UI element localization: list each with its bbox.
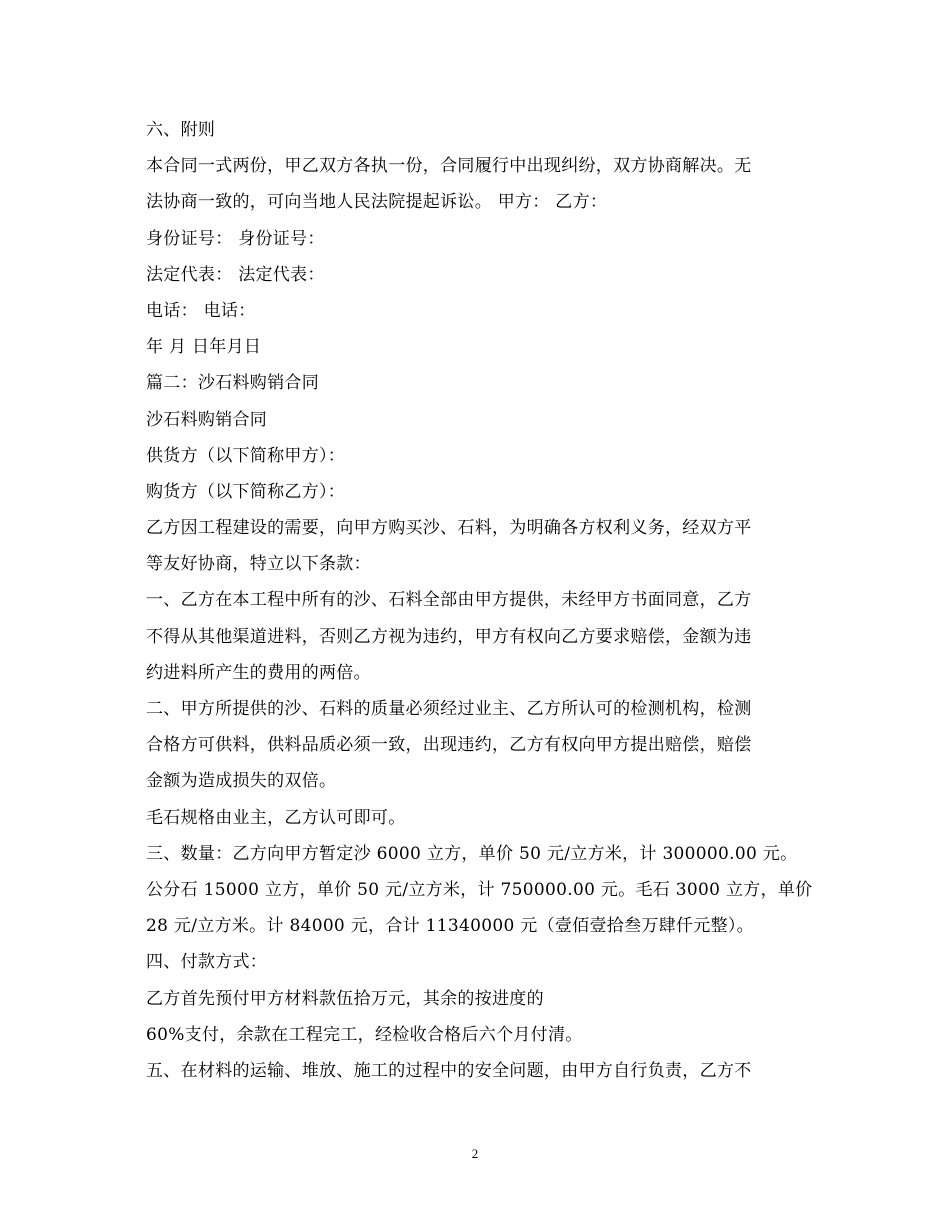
quantity-clause-line: 公分石 15000 立方，单价 50 元/立方米，计 750000.00 元。毛石 3000 立方，单价: [146, 879, 813, 900]
paragraph-line: 等友好协商，特立以下条款：: [146, 554, 371, 575]
document-body: [146, 112, 813, 1089]
clause-line: 二、甲方所提供的沙、石料的质量必须经过业主、乙方所认可的检测机构，检测: [146, 699, 752, 719]
id-number-line: 身份证号： 身份证号：: [146, 228, 325, 249]
clause-line: 合格方可供料，供料品质必须一致，出现违约，乙方有权向甲方提出赔偿，赔偿: [146, 735, 752, 756]
contract-title: 沙石料购销合同: [146, 409, 268, 430]
date-line: 年 月 日年月日: [146, 337, 262, 358]
clause-line: 约进料所产生的费用的两倍。: [146, 662, 371, 683]
chapter-heading: 篇二：沙石料购销合同: [146, 373, 319, 394]
payment-line: 60%支付，余款在工程完工，经检收合格后六个月付清。: [146, 1024, 583, 1045]
paragraph-line: 法协商一致的，可向当地人民法院提起诉讼。 甲方： 乙方：: [146, 192, 608, 213]
page-number: 2: [471, 1146, 479, 1161]
supplier-line: 供货方（以下简称甲方）：: [146, 445, 346, 466]
clause-line: 毛石规格由业主，乙方认可即可。: [146, 807, 406, 828]
legal-representative-line: 法定代表： 法定代表：: [146, 264, 325, 285]
payment-line: 乙方首先预付甲方材料款伍拾万元，其余的按进度的: [146, 988, 544, 1009]
clause-line: 不得从其他渠道进料，否则乙方视为违约，甲方有权向乙方要求赔偿，金额为违: [146, 626, 752, 647]
clause-line: 金额为造成损失的双倍。: [146, 771, 337, 792]
payment-heading: 四、付款方式：: [146, 952, 268, 973]
clause-line: 一、乙方在本工程中所有的沙、石料全部由甲方提供，未经甲方书面同意，乙方: [146, 590, 752, 611]
quantity-clause-line: 三、数量：乙方向甲方暂定沙 6000 立方，单价 50 元/立方米，计 300000.00 元。: [146, 843, 798, 864]
quantity-clause-line: 28 元/立方米。计 84000 元，合计 11340000 元（壹佰壹拾叁万肆仟元整）。: [146, 916, 754, 937]
phone-line: 电话： 电话：: [146, 300, 256, 321]
clause-line: 五、在材料的运输、堆放、施工的过程中的安全问题，由甲方自行负责，乙方不: [146, 1060, 752, 1081]
buyer-line: 购货方（以下简称乙方）：: [146, 481, 346, 502]
paragraph-line: 本合同一式两份，甲乙双方各执一份，合同履行中出现纠纷，双方协商解决。无: [146, 156, 752, 177]
section-heading-appendix: 六、附则: [146, 120, 216, 140]
paragraph-line: 乙方因工程建设的需要，向甲方购买沙、石料，为明确各方权利义务，经双方平: [146, 518, 752, 539]
